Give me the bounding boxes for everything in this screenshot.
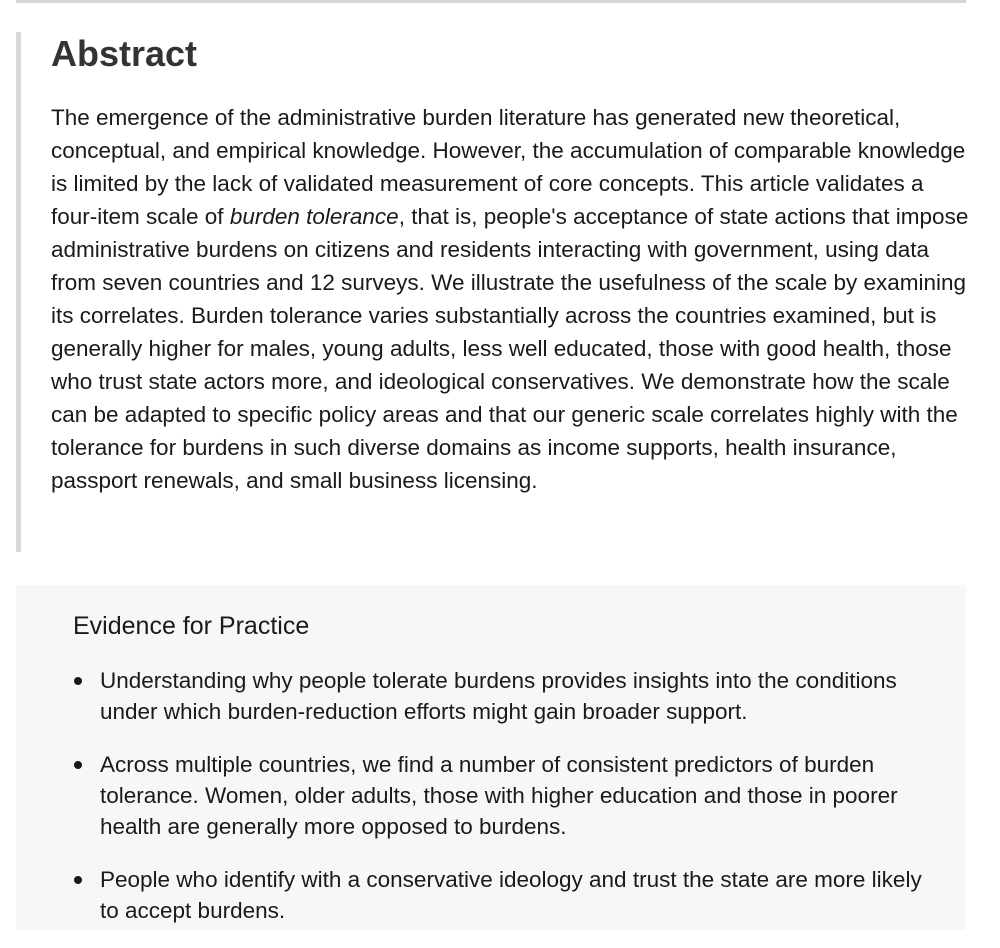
abstract-text-part-2: , that is, people's acceptance of state actions that impose administrative burdens on citizens and residents interacting with government, using data from seven countries and 12 surveys. We illustrate the usefulness of the scale by examining its correlates. Burden tolerance varies substantially across the countries examined, but is generally higher for males, young adults, less well educated, those with good health, those who trust state actors more, and ideological conservatives. We demonstrate how the scale can be adapted to specific policy areas and that our generic scale correlates highly with the tolerance for burdens in such diverse domains as income supports, health insurance, passport renewals, and small business licensing.: [51, 204, 969, 493]
evidence-item: [100, 749, 930, 842]
abstract-italic-term: burden tolerance: [229, 204, 399, 229]
abstract-text: [51, 101, 971, 497]
top-divider: [16, 0, 966, 3]
evidence-item-text: Understanding why people tolerate burdens provides insights into the conditions under which burden-reduction efforts might gain broader support.: [100, 668, 897, 724]
evidence-item: [100, 864, 930, 926]
bullet-icon: [74, 876, 82, 884]
evidence-item-text: Across multiple countries, we find a number of consistent predictors of burden tolerance. Women, older adults, those with higher education and those in poorer health are generally more opposed to burdens.: [100, 752, 898, 839]
evidence-item: [100, 665, 930, 727]
evidence-heading: Evidence for Practice: [73, 612, 310, 640]
abstract-text-part-1: The emergence of the administrative burden literature has generated new theoretical, conceptual, and empirical knowledge. However, the accumulation of comparable knowledge is limited by the lack of validated measurement of core concepts. This article validates a four-item scale of: [51, 105, 966, 229]
evidence-list: [100, 665, 930, 948]
evidence-for-practice-box: [16, 585, 966, 930]
evidence-item-text: People who identify with a conservative ideology and trust the state are more likely to accept burdens.: [100, 867, 922, 923]
abstract-section: [16, 32, 969, 552]
abstract-heading: Abstract: [51, 33, 198, 74]
bullet-icon: [74, 677, 82, 685]
bullet-icon: [74, 761, 82, 769]
